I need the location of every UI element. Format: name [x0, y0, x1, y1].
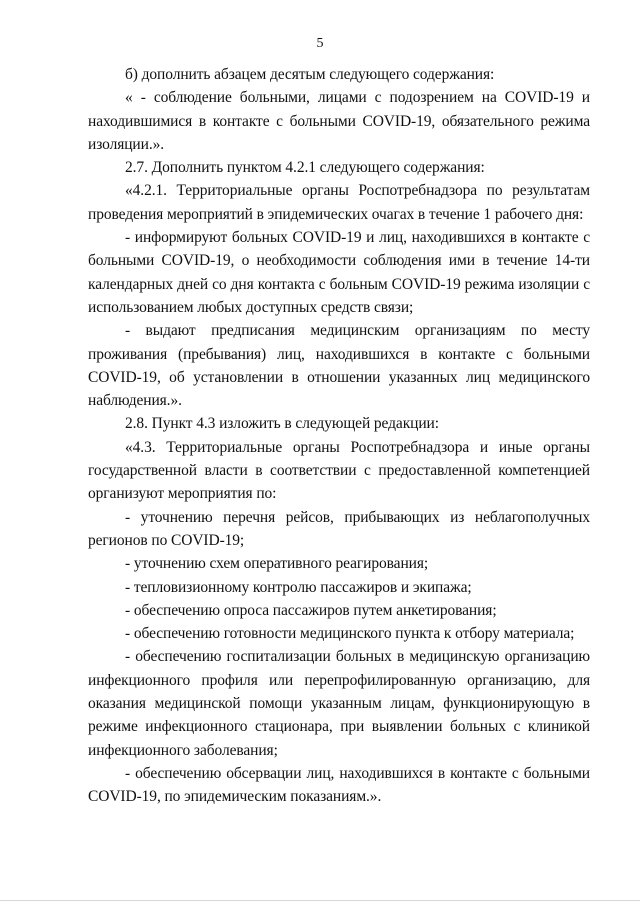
list-item-observation: - обеспечению обсервации лиц, находившихся в контакте с больными COVID-19, по эпидемическим показаниям.». [88, 764, 590, 806]
paragraph-subitem-b: б) дополнить абзацем десятым следующего содержания: [125, 66, 495, 83]
page-number: 5 [316, 36, 324, 51]
paragraph-item-2-8: 2.8. Пункт 4.3 изложить в следующей редакции: [125, 415, 439, 433]
list-item-questionnaire: - обеспечению опроса пассажиров путем анкетирования; [125, 601, 497, 619]
list-item-response-schemes: - уточнению схем оперативного реагирования; [125, 555, 429, 573]
list-item-flights: - уточнению перечня рейсов, прибывающих из неблагополучных регионов по COVID-19; [88, 508, 590, 549]
list-item-medical-point: - обеспечению готовности медицинского пункта к отбору материала; [125, 625, 575, 643]
list-item-hospitalization: - обеспечению госпитализации больных в медицинскую организацию инфекционного профиля или перепрофилированную организацию, для оказания медицинской помощи указанным лицам, функционирующую в режиме инфекционного стационара, при выявлении больных с клиникой инфекционного заболевания; [88, 648, 590, 759]
list-item-prescriptions: - выдают предписания медицинским организациям по месту проживания (пребывания) лиц, находившихся в контакте с больными COVID-19, об установлении в отношении указанных лиц медицинского наблюдения.». [88, 322, 590, 410]
scan-edge-line [0, 900, 640, 901]
paragraph-quote-isolation: « - соблюдение больными, лицами с подозрением на COVID-19 и находившимися в контакте с больными COVID-19, обязательного режима изоляции.». [88, 89, 590, 153]
list-item-inform: - информируют больных COVID-19 и лиц, находившихся в контакте с больными COVID-19, о необходимости соблюдения ими в течение 14-ти календарных дней со дня контакта с больным COVID-19 режима изоляции с использованием любых доступных средств связи; [88, 229, 590, 316]
paragraph-clause-4-3: «4.3. Территориальные органы Роспотребнадзора и иные органы государственной власти в соответствии с предоставленной компетенцией организуют мероприятия по: [88, 438, 590, 503]
paragraph-item-2-7: 2.7. Дополнить пунктом 4.2.1 следующего содержания: [125, 159, 485, 177]
list-item-thermal-control: - тепловизионному контролю пассажиров и экипажа; [125, 578, 472, 596]
paragraph-clause-4-2-1: «4.2.1. Территориальные органы Роспотребнадзора по результатам проведения мероприятий в эпидемических очагах в течение 1 рабочего дня: [88, 182, 590, 223]
document-body [88, 63, 590, 809]
